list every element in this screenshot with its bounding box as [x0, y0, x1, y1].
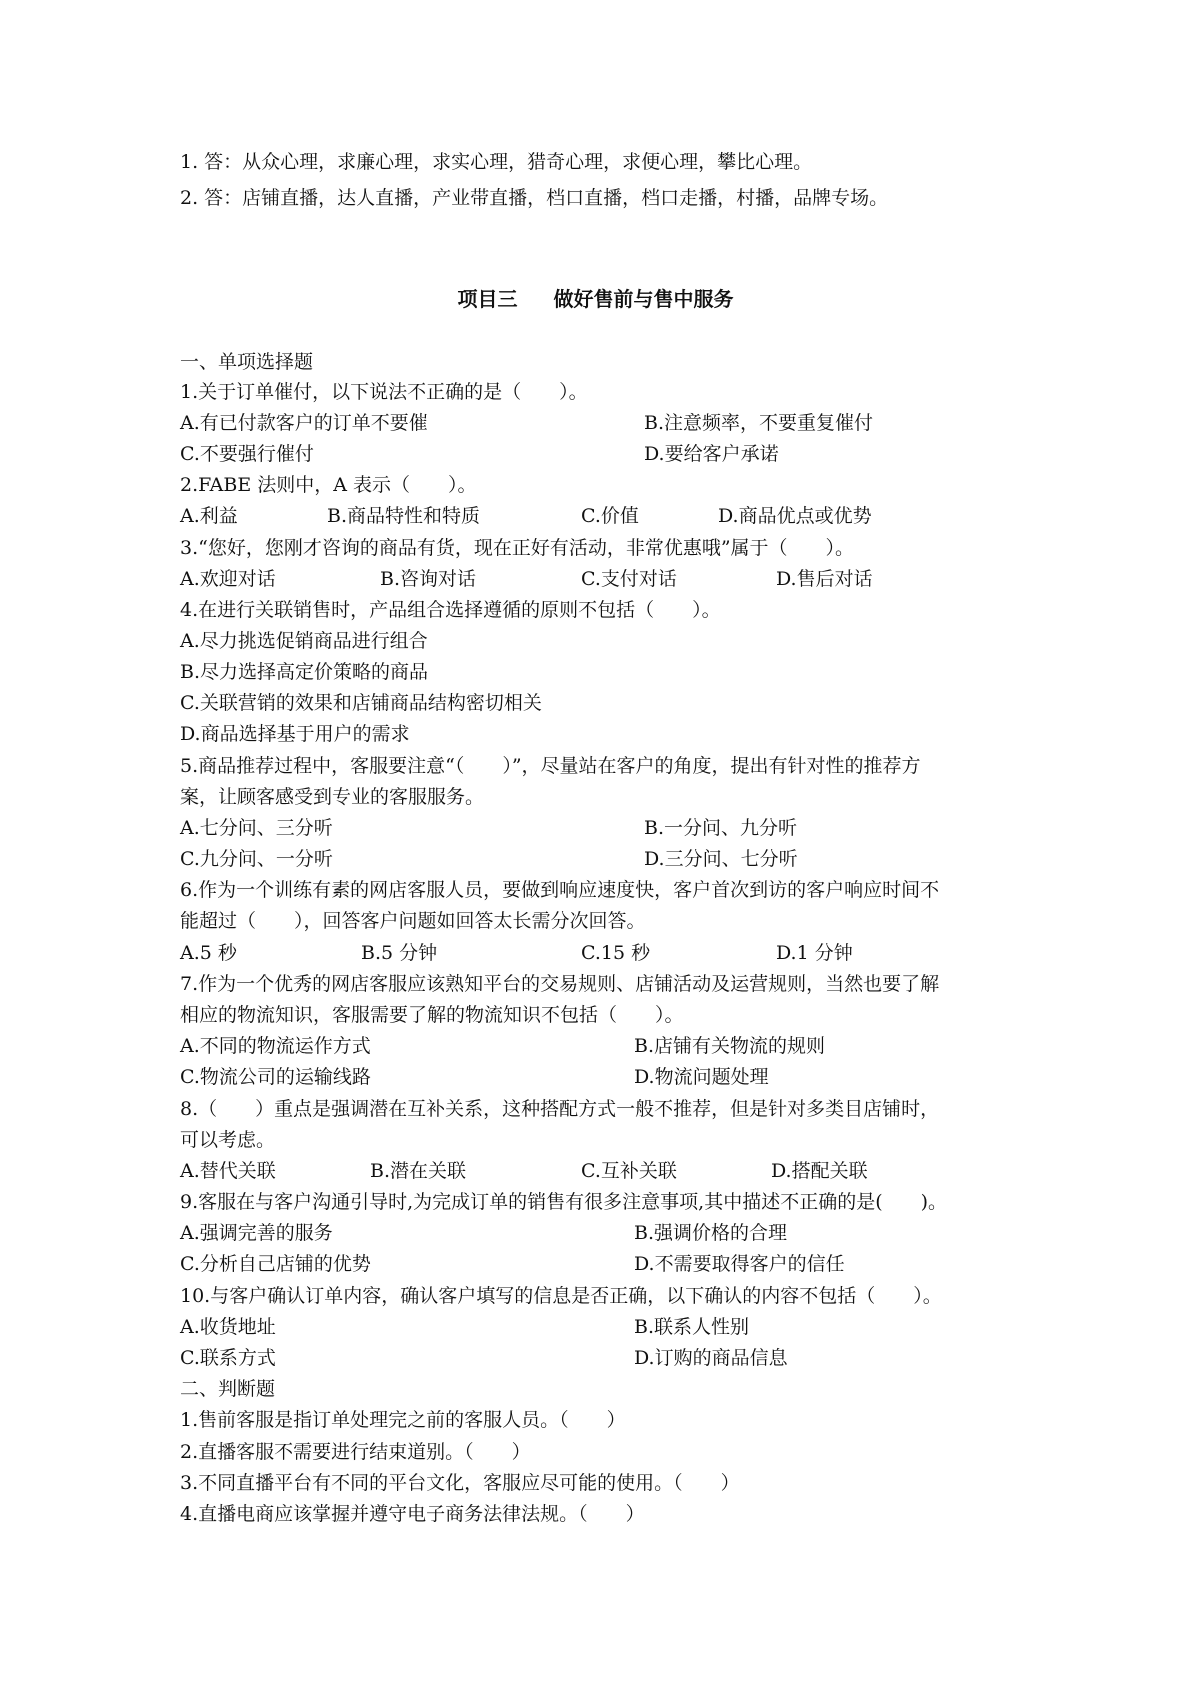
option-a: A.七分问、三分听: [180, 817, 333, 839]
option-c: C.互补关联: [581, 1160, 677, 1182]
title-project: 项目三: [457, 287, 518, 311]
option-c: C.15 秒: [581, 942, 651, 964]
question-5: 5.商品推荐过程中，客服要注意“（ ）”，尽量站在客户的角度，提出有针对性的推荐方: [180, 755, 921, 777]
option-a: A.替代关联: [180, 1160, 276, 1182]
option-b: B.尽力选择高定价策略的商品: [180, 661, 429, 683]
question-8: 8.（ ）重点是强调潜在互补关系，这种搭配方式一般不推荐，但是针对多类目店铺时，: [180, 1098, 940, 1120]
answer-2: 2. 答：店铺直播，达人直播，产业带直播，档口直播，档口走播，村播，品牌专场。: [180, 187, 889, 209]
option-a: A.欢迎对话: [180, 568, 276, 590]
option-row: [180, 1065, 769, 1089]
option-row: [180, 847, 798, 871]
option-row: [180, 1221, 788, 1245]
question-1: 1.关于订单催付，以下说法不正确的是（ ）。: [180, 381, 588, 403]
question-10: 10.与客户确认订单内容，确认客户填写的信息是否正确，以下确认的内容不包括（ ）。: [180, 1285, 942, 1307]
option-c: C.九分问、一分听: [180, 848, 333, 870]
tf-question-3: 3.不同直播平台有不同的平台文化，客服应尽可能的使用。（ ）: [180, 1472, 740, 1494]
option-a: A.尽力挑选促销商品进行组合: [180, 630, 428, 652]
question-7: 7.作为一个优秀的网店客服应该熟知平台的交易规则、店铺活动及运营规则，当然也要了解: [180, 973, 940, 995]
option-b: B.5 分钟: [361, 942, 438, 964]
question-8-cont: 可以考虑。: [180, 1129, 276, 1151]
option-d: D.要给客户承诺: [644, 443, 779, 465]
option-row: [180, 1315, 750, 1339]
option-b: B.一分问、九分听: [644, 817, 798, 839]
page-title: [0, 283, 1191, 312]
option-row: [180, 442, 779, 466]
question-2: 2.FABE 法则中，A 表示（ ）。: [180, 474, 477, 496]
question-4: 4.在进行关联销售时，产品组合选择遵循的原则不包括（ ）。: [180, 599, 721, 621]
section-heading-true-false: 二、判断题: [180, 1378, 276, 1400]
option-b: B.咨询对话: [380, 568, 477, 590]
title-topic: 做好售前与售中服务: [553, 287, 734, 311]
option-d: D.物流问题处理: [634, 1066, 769, 1088]
option-c: C.支付对话: [581, 568, 677, 590]
option-a: A.强调完善的服务: [180, 1222, 333, 1244]
option-row: [180, 816, 798, 840]
option-row: [180, 411, 874, 435]
option-d: D.商品优点或优势: [718, 505, 872, 527]
question-9: 9.客服在与客户沟通引导时,为完成订单的销售有很多注意事项,其中描述不正确的是( )。: [180, 1191, 948, 1213]
option-c: C.不要强行催付: [180, 443, 314, 465]
option-c: C.物流公司的运输线路: [180, 1066, 371, 1088]
option-b: B.商品特性和特质: [327, 505, 481, 527]
option-row: [180, 1252, 845, 1276]
option-b: B.潜在关联: [370, 1160, 467, 1182]
answer-1: 1. 答：从众心理，求廉心理，求实心理，猎奇心理，求便心理，攀比心理。: [180, 151, 813, 173]
question-6-cont: 能超过（ ），回答客户问题如回答太长需分次回答。: [180, 910, 646, 932]
option-c: C.价值: [581, 505, 639, 527]
section-heading-single-choice: 一、单项选择题: [180, 351, 314, 373]
question-5-cont: 案，让顾客感受到专业的客服服务。: [180, 786, 485, 808]
question-3: 3.“您好，您刚才咨询的商品有货，现在正好有活动，非常优惠哦”属于（ ）。: [180, 537, 855, 559]
option-a: A.收货地址: [180, 1316, 276, 1338]
option-row: [180, 567, 980, 591]
tf-question-4: 4.直播电商应该掌握并遵守电子商务法律法规。（ ）: [180, 1503, 645, 1525]
option-row: [180, 1346, 788, 1370]
option-b: B.强调价格的合理: [634, 1222, 788, 1244]
option-d: D.商品选择基于用户的需求: [180, 723, 410, 745]
option-d: D.不需要取得客户的信任: [634, 1253, 845, 1275]
option-b: B.联系人性别: [634, 1316, 750, 1338]
option-c: C.分析自己店铺的优势: [180, 1253, 371, 1275]
option-row: [180, 1159, 980, 1183]
option-b: B.店铺有关物流的规则: [634, 1035, 826, 1057]
option-a: A.有已付款客户的订单不要催: [180, 412, 428, 434]
option-d: D.搭配关联: [771, 1160, 868, 1182]
tf-question-1: 1.售前客服是指订单处理完之前的客服人员。（ ）: [180, 1409, 626, 1431]
option-a: A.利益: [180, 505, 238, 527]
tf-question-2: 2.直播客服不需要进行结束道别。（ ）: [180, 1441, 531, 1463]
option-c: C.关联营销的效果和店铺商品结构密切相关: [180, 692, 542, 714]
option-b: B.注意频率，不要重复催付: [644, 412, 874, 434]
option-d: D.订购的商品信息: [634, 1347, 788, 1369]
option-row: [180, 504, 980, 528]
option-row: [180, 1034, 826, 1058]
option-c: C.联系方式: [180, 1347, 276, 1369]
option-a: A.不同的物流运作方式: [180, 1035, 371, 1057]
option-row: [180, 941, 980, 965]
option-d: D.三分问、七分听: [644, 848, 798, 870]
option-a: A.5 秒: [180, 942, 237, 964]
option-d: D.售后对话: [776, 568, 873, 590]
question-7-cont: 相应的物流知识，客服需要了解的物流知识不包括（ ）。: [180, 1004, 684, 1026]
option-d: D.1 分钟: [776, 942, 853, 964]
question-6: 6.作为一个训练有素的网店客服人员，要做到响应速度快，客户首次到访的客户响应时间不: [180, 879, 940, 901]
